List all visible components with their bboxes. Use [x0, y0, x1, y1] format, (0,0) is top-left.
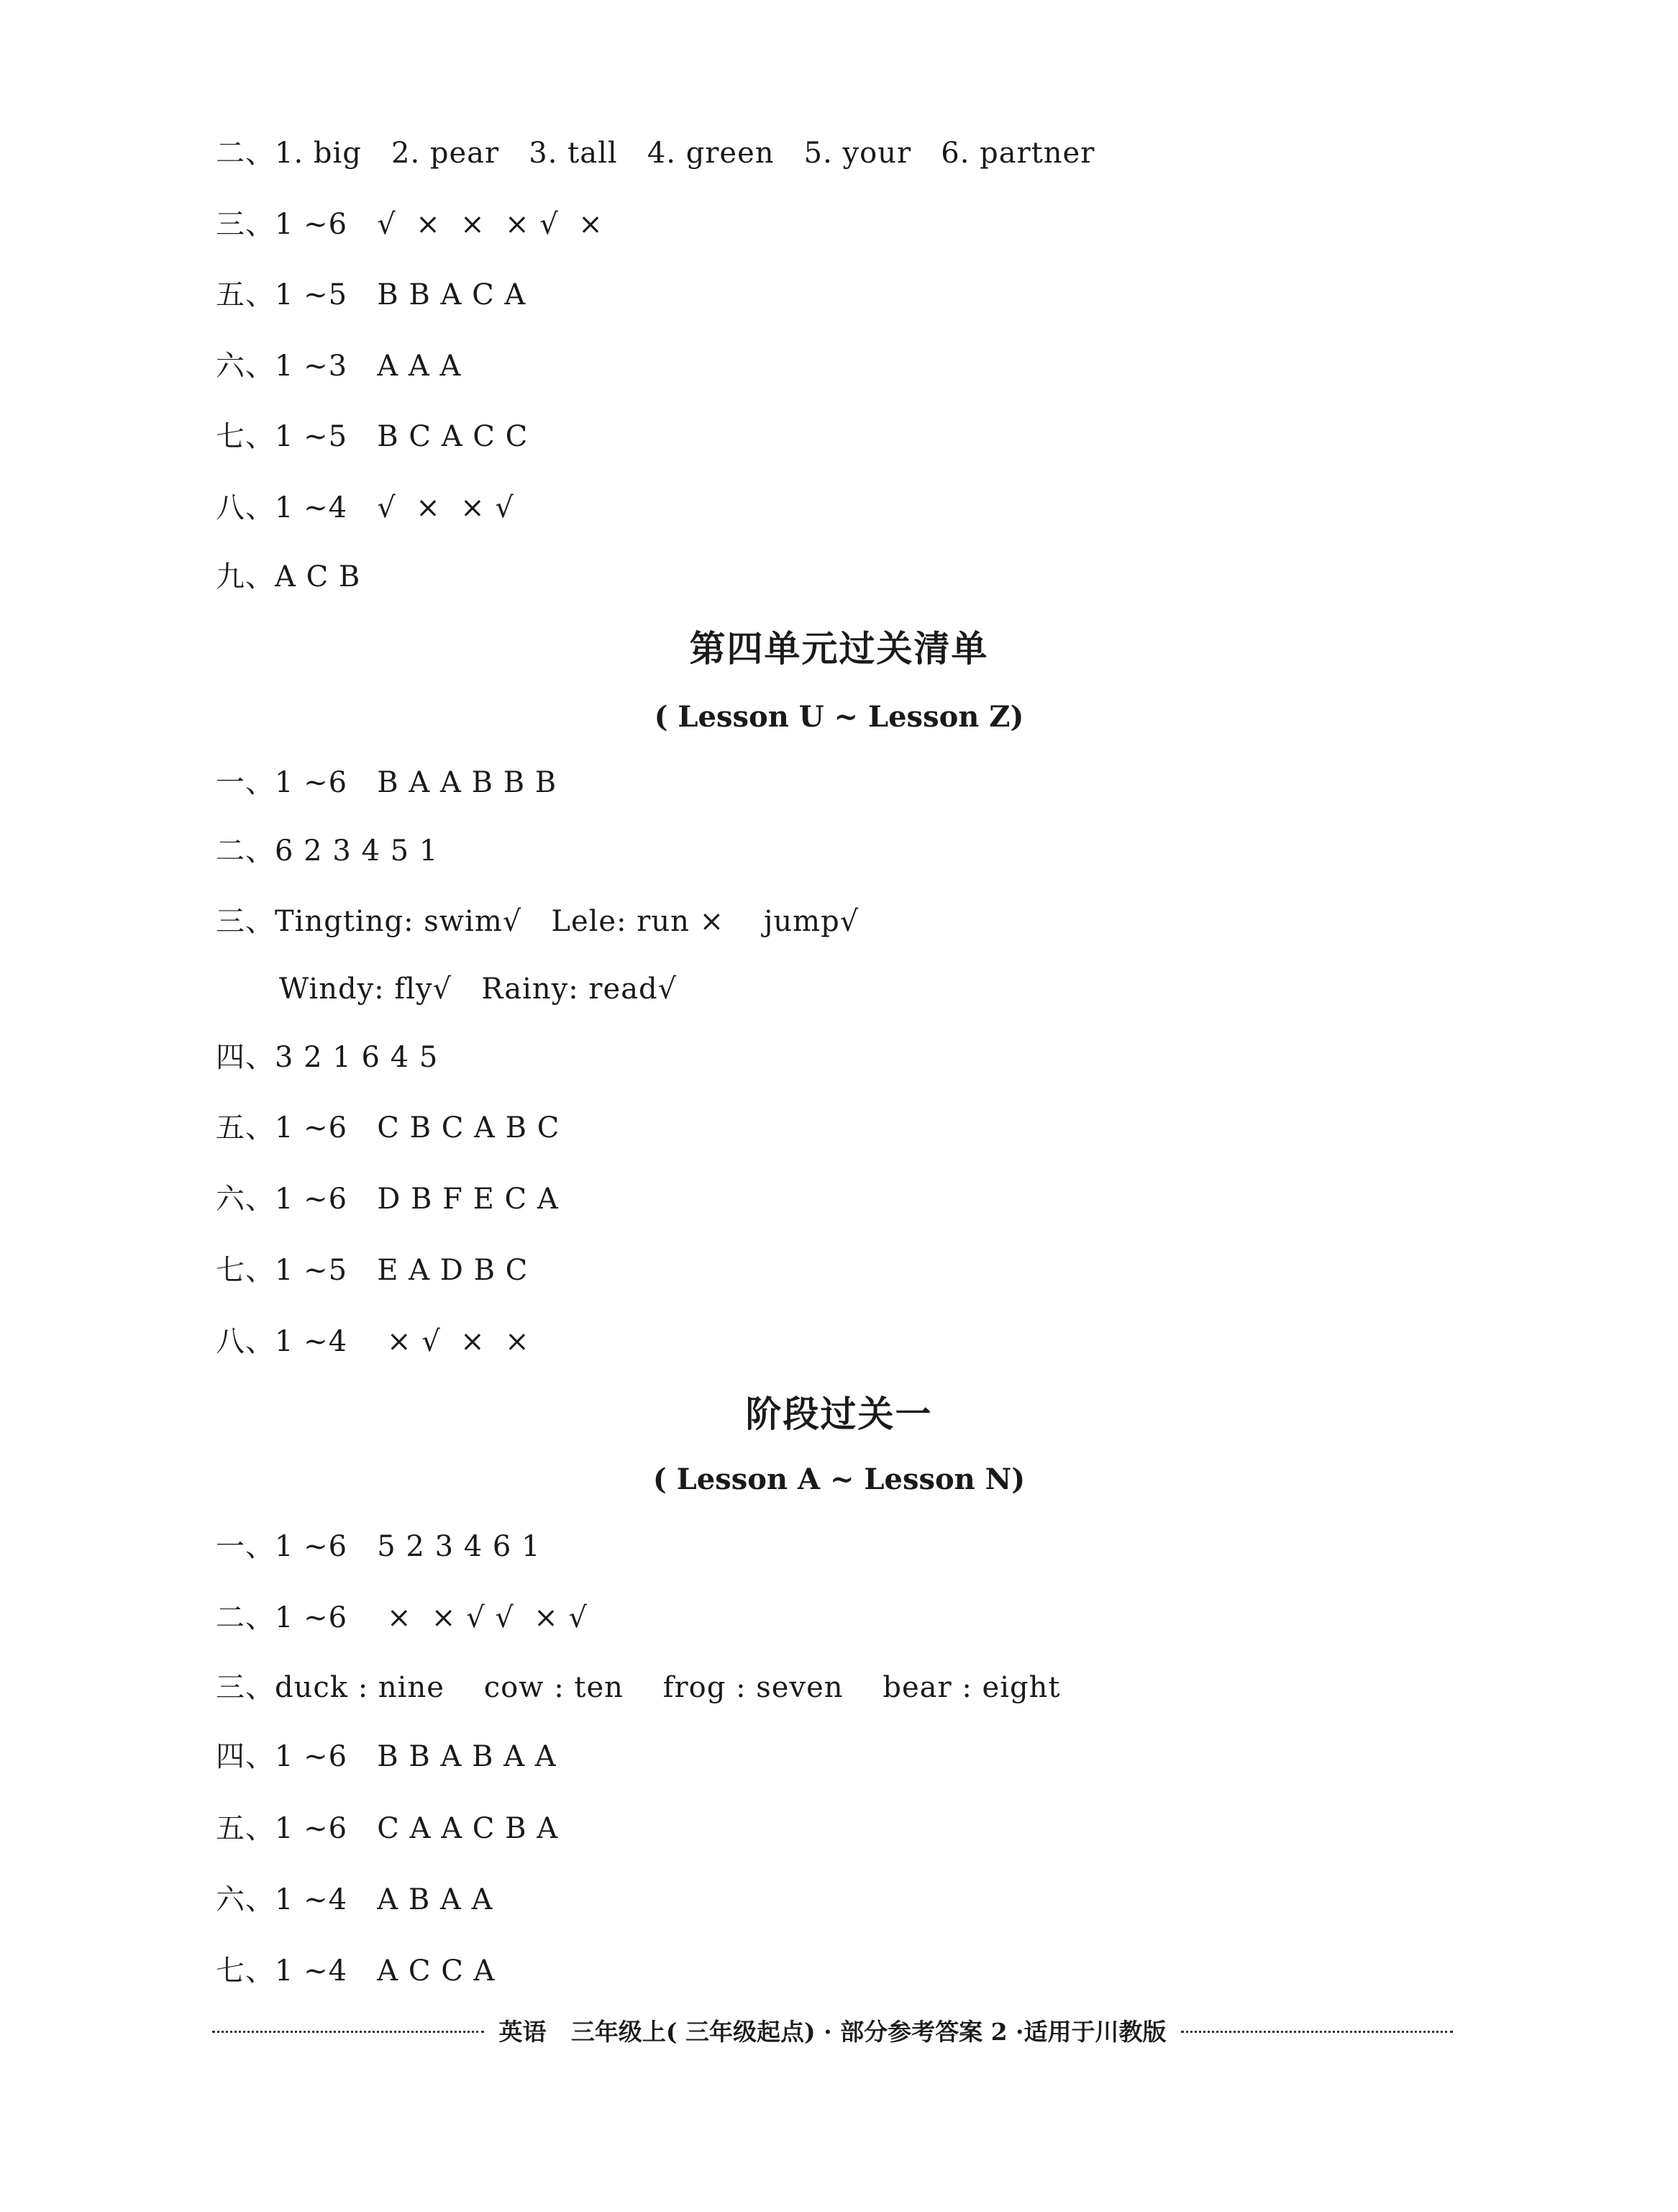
answer-line: 二、1 ~6 × × √ √ × √ — [216, 1601, 588, 1634]
section-title: 阶段过关一 — [745, 1393, 933, 1435]
footer-divider-left — [212, 2031, 484, 2033]
section-subtitle: ( Lesson U ~ Lesson Z) — [654, 700, 1024, 734]
answer-line: 二、6 2 3 4 5 1 — [216, 834, 439, 868]
answer-line: 六、1 ~3 A A A — [216, 350, 462, 383]
answer-line: 九、A C B — [216, 560, 361, 593]
answer-line: 一、1 ~6 5 2 3 4 6 1 — [216, 1530, 541, 1563]
answer-line: 五、1 ~6 C B C A B C — [216, 1111, 560, 1144]
answer-line: 五、1 ~6 C A A C B A — [216, 1812, 559, 1845]
answer-line: 四、3 2 1 6 4 5 — [216, 1041, 439, 1074]
answer-line: 三、Tingting: swim√ Lele: run × jump√ — [216, 905, 859, 938]
answer-line: 三、duck : nine cow : ten frog : seven bear : eight — [216, 1671, 1061, 1704]
answer-line: 一、1 ~6 B A A B B B — [216, 766, 557, 799]
answer-line: 八、1 ~4 × √ × × — [216, 1325, 530, 1358]
answer-line: 六、1 ~6 D B F E C A — [216, 1183, 559, 1216]
page-footer — [212, 2020, 1453, 2044]
section-subtitle: ( Lesson A ~ Lesson N) — [652, 1462, 1026, 1496]
answer-line: 七、1 ~5 E A D B C — [216, 1254, 529, 1287]
answer-line: Windy: fly√ Rainy: read√ — [279, 973, 678, 1006]
answer-line: 八、1 ~4 √ × × √ — [216, 491, 514, 524]
answer-line: 二、1. big 2. pear 3. tall 4. green 5. your 6. partner — [216, 137, 1095, 170]
answer-line: 六、1 ~4 A B A A — [216, 1883, 493, 1916]
answer-line: 三、1 ~6 √ × × × √ × — [216, 208, 603, 241]
answer-line: 四、1 ~6 B B A B A A — [216, 1740, 557, 1773]
answer-line: 七、1 ~4 A C C A — [216, 1954, 496, 1988]
section-title: 第四单元过关清单 — [689, 627, 989, 670]
footer-text: 英语 三年级上( 三年级起点) · 部分参考答案 2 ·适用于川教版 — [498, 2018, 1167, 2046]
answer-line: 五、1 ~5 B B A C A — [216, 278, 526, 311]
answer-line: 七、1 ~5 B C A C C — [216, 420, 529, 453]
footer-divider-right — [1181, 2031, 1453, 2033]
